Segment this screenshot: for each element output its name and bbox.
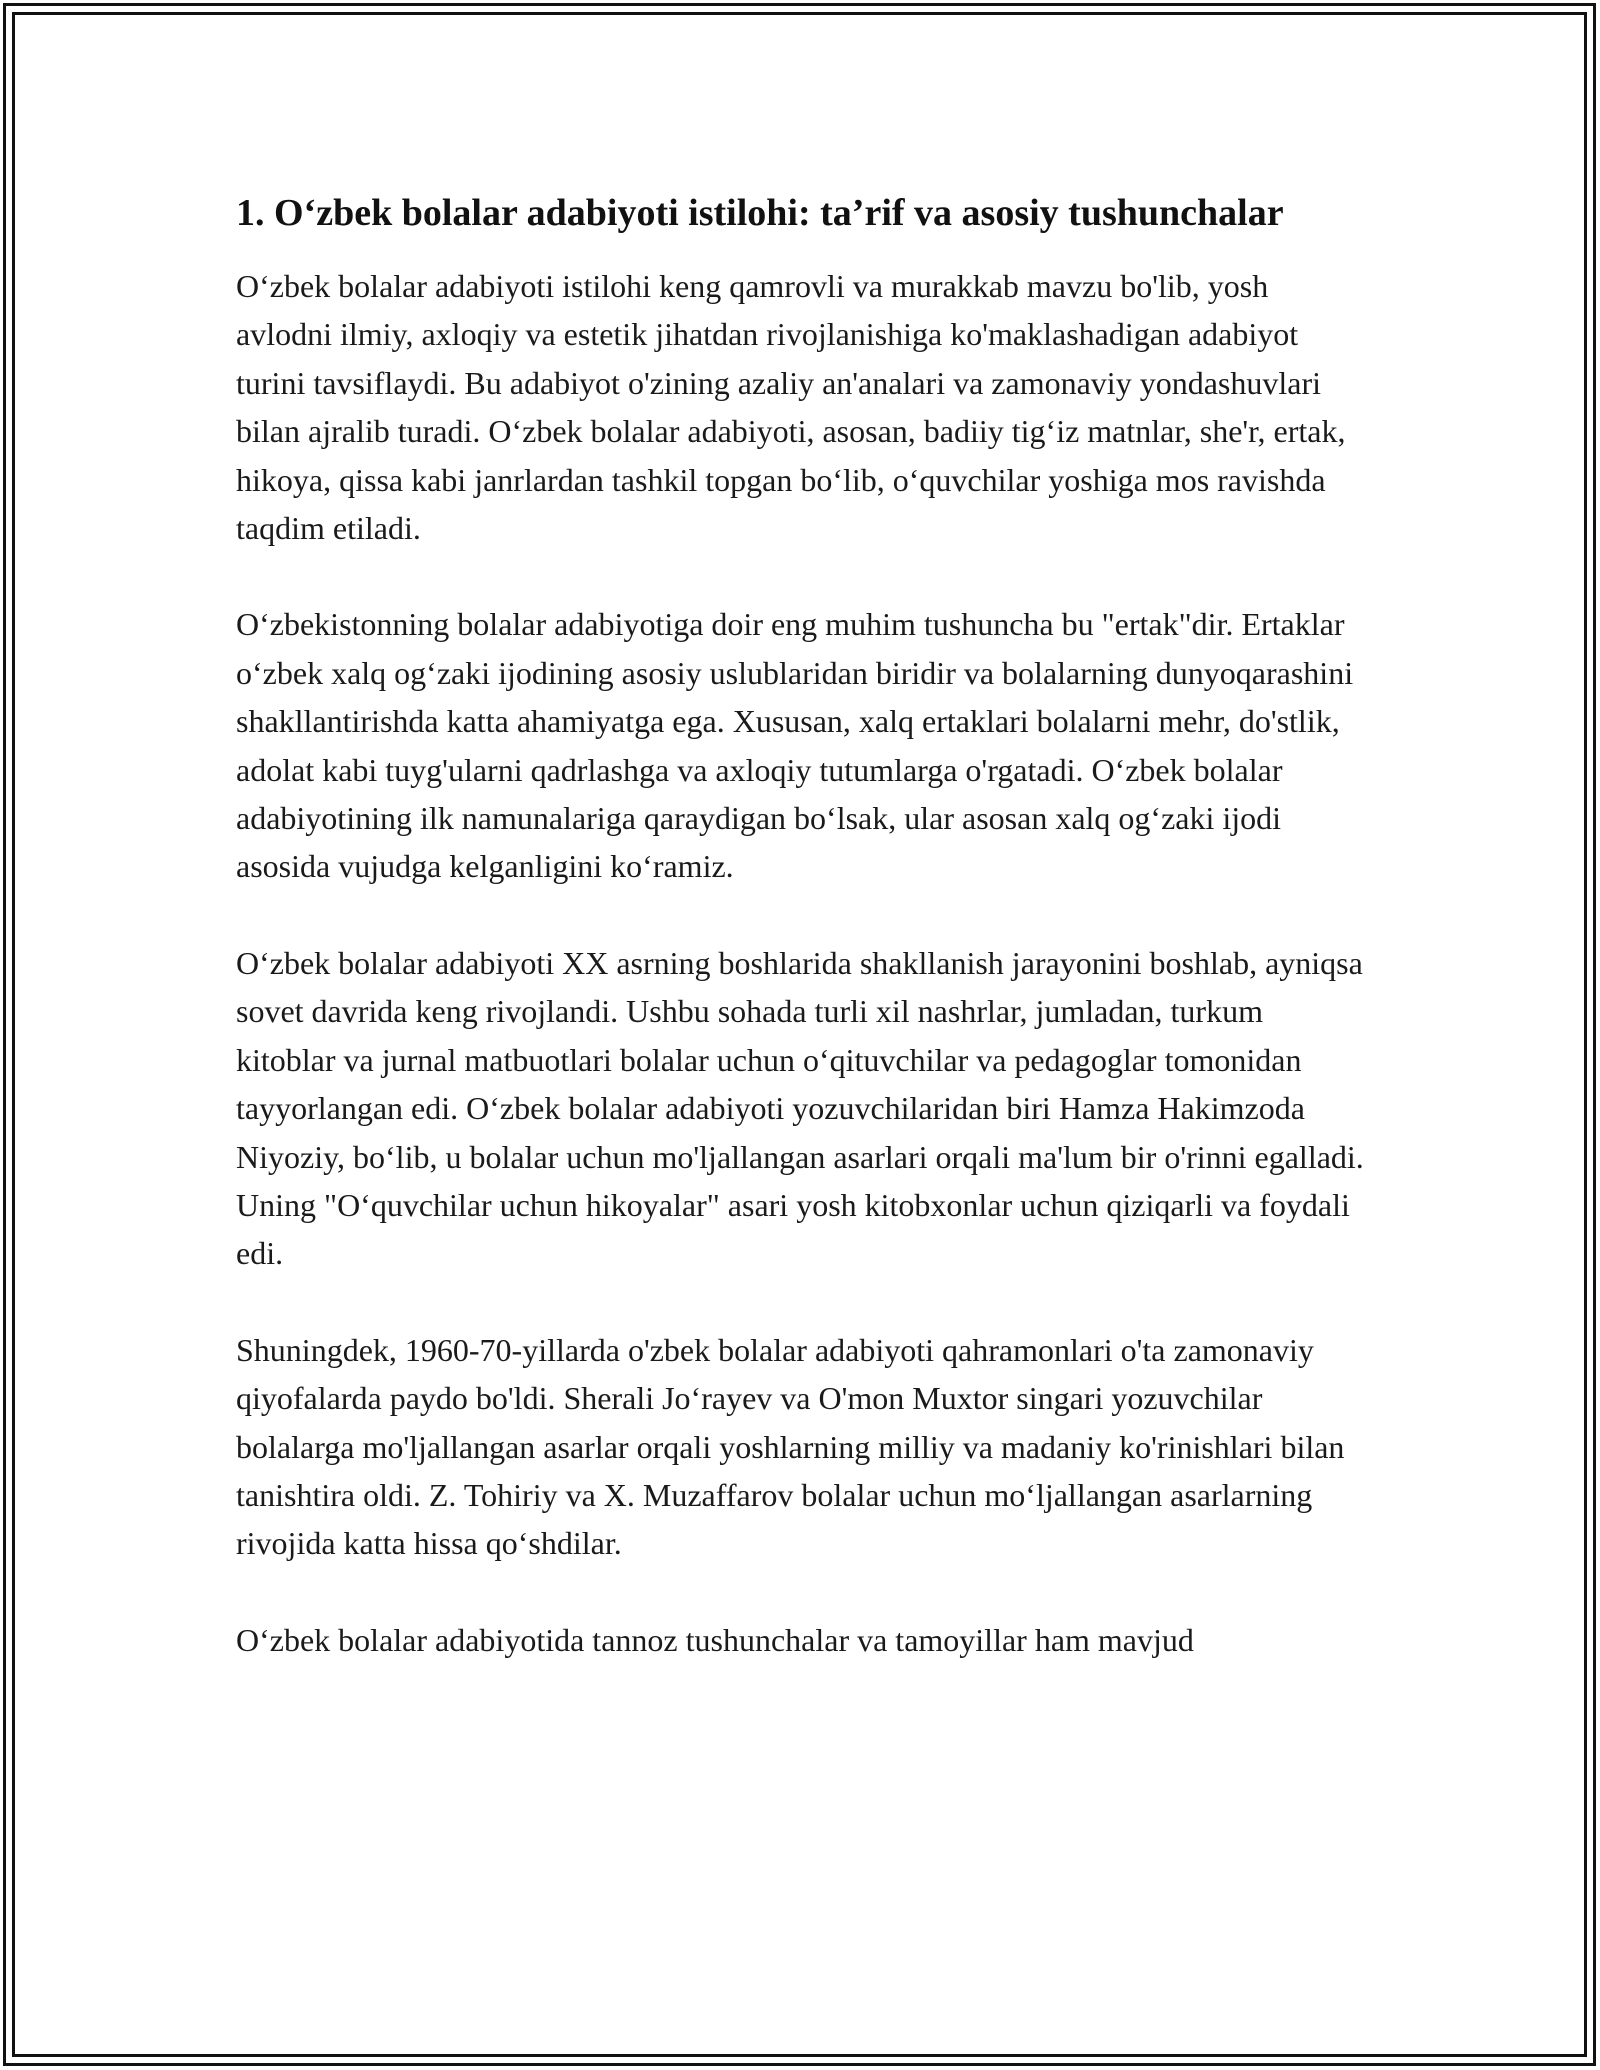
paragraph-3: O‘zbek bolalar adabiyoti XX asrning boshlarida shakllanish jarayonini boshlab, ayniqsa sovet davrida keng rivojlandi. Ushbu sohada turli xil nashrlar, jumladan, turkum kitoblar va jurnal matbuotlari bolalar uchun o‘qituvchilar va pedagoglar tomonidan tayyorlangan edi. O‘zbek bolalar adabiyoti yozuvchilaridan biri Hamza Hakimzoda Niyoziy, bo‘lib, u bolalar uchun mo'ljallangan asarlari orqali ma'lum bir o'rinni egalladi. Uning "O‘quvchilar uchun hikoyalar" asari yosh kitobxonlar uchun qiziqarli va foydali edi. [236, 944, 1364, 1272]
paragraph-4: Shuningdek, 1960-70-yillarda o'zbek bolalar adabiyoti qahramonlari o'ta zamonaviy qiyofalarda paydo bo'ldi. Sherali Jo‘rayev va O'mon Muxtor singari yozuvchilar bolalarga mo'ljallangan asarlar orqali yoshlarning milliy va madaniy ko'rinishlari bilan tanishtira oldi. Z. Tohiriy va X. Muzaffarov bolalar uchun mo‘ljallangan asarlarning rivojida katta hissa qo‘shdilar. [236, 1331, 1345, 1562]
paragraph-5: O‘zbek bolalar adabiyotida tannoz tushunchalar va tamoyillar ham mavjud [236, 1621, 1194, 1658]
paragraph-1: O‘zbek bolalar adabiyoti istilohi keng qamrovli va murakkab mavzu bo'lib, yosh avlodni ilmiy, axloqiy va estetik jihatdan rivojlanishiga ko'maklashadigan adabiyot turini tavsiflaydi. Bu adabiyot o'zining azaliy an'analari va zamonaviy yondashuvlari bilan ajralib turadi. O‘zbek bolalar adabiyoti, asosan, badiiy tig‘iz matnlar, she'r, ertak, hikoya, qissa kabi janrlardan tashkil topgan bo‘lib, o‘quvchilar yoshiga mos ravishda taqdim etiladi. [236, 268, 1346, 547]
document-body [236, 186, 1366, 1712]
paragraph-2: O‘zbekistonning bolalar adabiyotiga doir eng muhim tushuncha bu "ertak"dir. Ertaklar o‘zbek xalq og‘zaki ijodining asosiy uslublaridan biridir va bolalarning dunyoqarashini shakllantirishda katta ahamiyatga ega. Xususan, xalq ertaklari bolalarni mehr, do'stlik, adolat kabi tuyg'ularni qadrlashga va axloqiy tutumlarga o'rgatadi. O‘zbek bolalar adabiyotining ilk namunalariga qaraydigan bo‘lsak, ular asosan xalq og‘zaki ijodi asosida vujudga kelganligini ko‘ramiz. [236, 606, 1354, 885]
section-heading: 1. O‘zbek bolalar adabiyoti istilohi: ta’rif va asosiy tushunchalar [236, 192, 1284, 234]
